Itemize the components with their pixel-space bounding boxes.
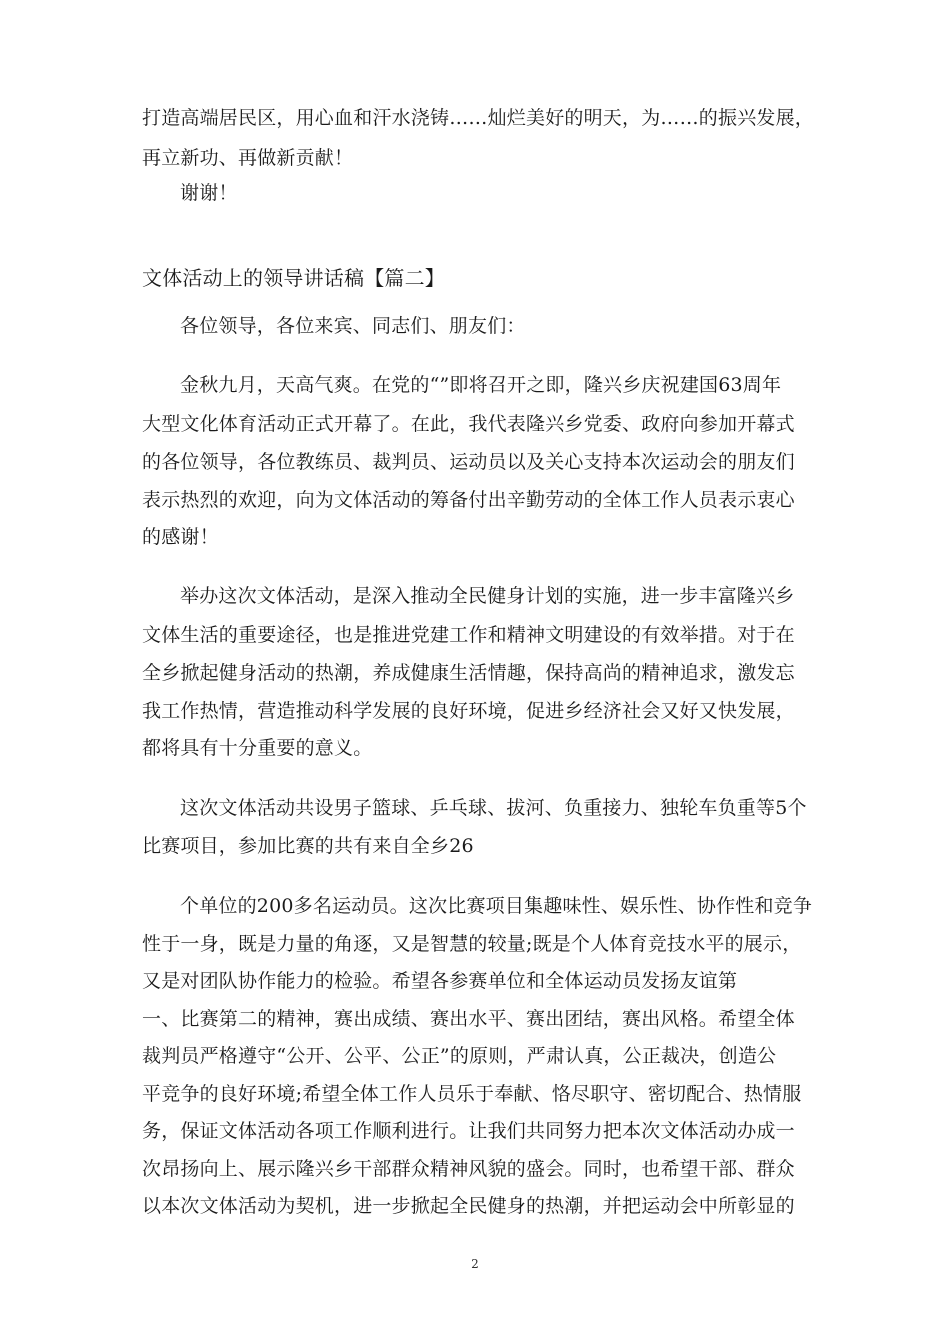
text-line: 的感谢！ xyxy=(142,526,219,548)
text-line: 次昂扬向上、展示隆兴乡干部群众精神风貌的盛会。同时，也希望干部、群众 xyxy=(142,1158,795,1180)
text-line: 举办这次文体活动，是深入推动全民健身计划的实施，进一步丰富隆兴乡 xyxy=(180,585,795,607)
section-heading: 文体活动上的领导讲话稿【篇二】 xyxy=(142,266,445,290)
text-line: 裁判员严格遵守“公开、公平、公正”的原则，严肃认真，公正裁决，创造公 xyxy=(142,1045,777,1067)
text-line: 再立新功、再做新贡献！ xyxy=(142,147,354,169)
text-line: 都将具有十分重要的意义。 xyxy=(142,737,373,759)
text-line: 平竞争的良好环境;希望全体工作人员乐于奉献、恪尽职守、密切配合、热情服 xyxy=(142,1083,802,1105)
text-line: 这次文体活动共设男子篮球、乒乓球、拔河、负重接力、独轮车负重等5个 xyxy=(180,797,807,819)
thanks-line: 谢谢！ xyxy=(180,182,238,204)
text-line: 表示热烈的欢迎，向为文体活动的筹备付出辛勤劳动的全体工作人员表示衷心 xyxy=(142,489,795,511)
text-line: 的各位领导，各位教练员、裁判员、运动员以及关心支持本次运动会的朋友们 xyxy=(142,451,795,473)
text-line: 金秋九月，天高气爽。在党的“”即将召开之即，隆兴乡庆祝建国63周年 xyxy=(180,374,782,396)
text-line: 个单位的200多名运动员。这次比赛项目集趣味性、娱乐性、协作性和竞争 xyxy=(180,895,813,917)
text-line: 我工作热情，营造推动科学发展的良好环境，促进乡经济社会又好又快发展， xyxy=(142,700,795,722)
text-line: 大型文化体育活动正式开幕了。在此，我代表隆兴乡党委、政府向参加开幕式 xyxy=(142,413,795,435)
page-number: 2 xyxy=(471,1257,479,1271)
text-line: 全乡掀起健身活动的热潮，养成健康生活情趣，保持高尚的精神追求，激发忘 xyxy=(142,662,795,684)
text-line: 打造高端居民区，用心血和汗水浇铸……灿烂美好的明天，为……的振兴发展， xyxy=(142,107,815,129)
salutation: 各位领导，各位来宾、同志们、朋友们： xyxy=(180,315,526,337)
text-line: 以本次文体活动为契机，进一步掀起全民健身的热潮，并把运动会中所彰显的 xyxy=(142,1195,795,1217)
text-line: 又是对团队协作能力的检验。希望各参赛单位和全体运动员发扬友谊第 xyxy=(142,970,738,992)
text-line: 性于一身，既是力量的角逐，又是智慧的较量;既是个人体育竞技水平的展示， xyxy=(142,933,802,955)
text-line: 务，保证文体活动各项工作顺利进行。让我们共同努力把本次文体活动办成一 xyxy=(142,1120,795,1142)
text-line: 比赛项目，参加比赛的共有来自全乡26 xyxy=(142,835,474,857)
text-line: 文体生活的重要途径，也是推进党建工作和精神文明建设的有效举措。对于在 xyxy=(142,624,795,646)
text-line: 一、比赛第二的精神，赛出成绩、赛出水平、赛出团结，赛出风格。希望全体 xyxy=(142,1008,795,1030)
